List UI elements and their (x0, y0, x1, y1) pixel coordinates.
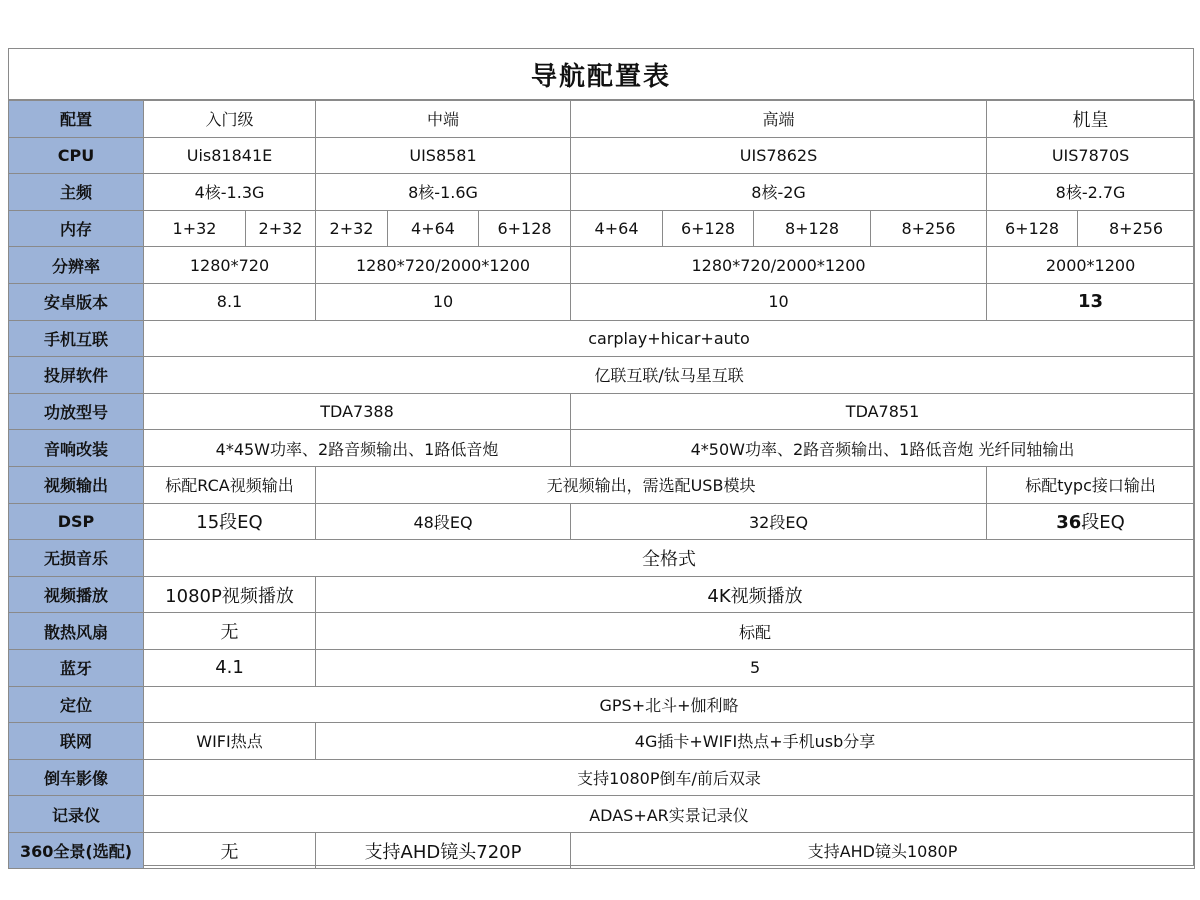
cell-rest: 标配 (316, 613, 1195, 650)
cell-entry: WIFI热点 (144, 723, 316, 760)
cell-memory: 6+128 (987, 210, 1078, 247)
cell-high-flagship: 支持AHD镜头1080P (571, 832, 1195, 869)
row-network (9, 723, 1195, 760)
cell-mid: UIS8581 (316, 137, 571, 174)
row-label: 记录仪 (9, 796, 144, 833)
cell-entry: 入门级 (144, 101, 316, 138)
row-bluetooth (9, 649, 1195, 686)
config-table (8, 100, 1195, 869)
cell-memory: 8+256 (1078, 210, 1195, 247)
row-videoplay (9, 576, 1195, 613)
row-mirror (9, 357, 1195, 394)
cell-flagship (987, 503, 1195, 540)
row-label: 蓝牙 (9, 649, 144, 686)
row-label: 配置 (9, 101, 144, 138)
cell-entry: Uis81841E (144, 137, 316, 174)
row-cpu (9, 137, 1195, 174)
cell-mid: 48段EQ (316, 503, 571, 540)
row-label: 倒车影像 (9, 759, 144, 796)
row-label: 音响改装 (9, 430, 144, 467)
row-label: 360全景(选配) (9, 832, 144, 869)
sheet-title: 导航配置表 (9, 49, 1193, 100)
row-freq (9, 174, 1195, 211)
cell-flagship: 机皇 (987, 101, 1195, 138)
cell-entry: 8.1 (144, 283, 316, 320)
cell-memory: 8+256 (871, 210, 987, 247)
cell-memory: 4+64 (388, 210, 479, 247)
cell-mid: 8核-1.6G (316, 174, 571, 211)
cell-entry-mid: 4*45W功率、2路音频输出、1路低音炮 (144, 430, 571, 467)
cell-flagship: 2000*1200 (987, 247, 1195, 284)
row-label: 投屏软件 (9, 357, 144, 394)
cell-mid: 中端 (316, 101, 571, 138)
cell-high-flagship: 4*50W功率、2路音频输出、1路低音炮 光纤同轴输出 (571, 430, 1195, 467)
row-fan (9, 613, 1195, 650)
cell-high: UIS7862S (571, 137, 987, 174)
row-label: 分辨率 (9, 247, 144, 284)
cell-memory: 1+32 (144, 210, 246, 247)
cell-mid-high: 无视频输出，需选配USB模块 (316, 466, 987, 503)
cell-rest: 4G插卡+WIFI热点+手机usb分享 (316, 723, 1195, 760)
config-sheet (8, 48, 1194, 866)
row-phonelink (9, 320, 1195, 357)
cell-high: 1280*720/2000*1200 (571, 247, 987, 284)
row-dsp (9, 503, 1195, 540)
cell-memory: 6+128 (479, 210, 571, 247)
row-label: 功放型号 (9, 393, 144, 430)
cell-entry-mid: TDA7388 (144, 393, 571, 430)
cell-all: GPS+北斗+伽利略 (144, 686, 1195, 723)
cell-flagship: 13 (987, 283, 1195, 320)
cell-memory: 4+64 (571, 210, 663, 247)
row-label: 定位 (9, 686, 144, 723)
row-label: 联网 (9, 723, 144, 760)
row-label: 手机互联 (9, 320, 144, 357)
cell-all: 全格式 (144, 540, 1195, 577)
cell-rest: 4K视频播放 (316, 576, 1195, 613)
row-label: 无损音乐 (9, 540, 144, 577)
cell-memory: 2+32 (246, 210, 316, 247)
cell-entry: 1280*720 (144, 247, 316, 284)
row-surround (9, 832, 1195, 869)
dsp-flagship-number: 36 (1056, 512, 1082, 534)
cell-mid: 支持AHD镜头720P (316, 832, 571, 869)
cell-mid: 10 (316, 283, 571, 320)
cell-all: carplay+hicar+auto (144, 320, 1195, 357)
cell-mid: 1280*720/2000*1200 (316, 247, 571, 284)
row-label: 内存 (9, 210, 144, 247)
cell-entry: 1080P视频播放 (144, 576, 316, 613)
row-audio (9, 430, 1195, 467)
row-label: DSP (9, 503, 144, 540)
row-label: 视频输出 (9, 466, 144, 503)
row-amp (9, 393, 1195, 430)
row-label: CPU (9, 137, 144, 174)
cell-high: 高端 (571, 101, 987, 138)
cell-memory: 6+128 (663, 210, 754, 247)
row-label: 主频 (9, 174, 144, 211)
cell-all: 亿联互联/钛马星互联 (144, 357, 1195, 394)
cell-flagship: 8核-2.7G (987, 174, 1195, 211)
row-label: 视频播放 (9, 576, 144, 613)
cell-high-flagship: TDA7851 (571, 393, 1195, 430)
cell-memory: 8+128 (754, 210, 871, 247)
cell-entry: 标配RCA视频输出 (144, 466, 316, 503)
row-reverse (9, 759, 1195, 796)
cell-high: 10 (571, 283, 987, 320)
dsp-flagship-suffix: 段EQ (1081, 512, 1125, 534)
cell-entry: 4核-1.3G (144, 174, 316, 211)
row-label: 安卓版本 (9, 283, 144, 320)
row-memory (9, 210, 1195, 247)
cell-high: 32段EQ (571, 503, 987, 540)
cell-high: 8核-2G (571, 174, 987, 211)
row-videoout (9, 466, 1195, 503)
cell-entry: 4.1 (144, 649, 316, 686)
cell-flagship: 标配typc接口输出 (987, 466, 1195, 503)
cell-rest: 5 (316, 649, 1195, 686)
cell-all: 支持1080P倒车/前后双录 (144, 759, 1195, 796)
row-android (9, 283, 1195, 320)
cell-flagship: UIS7870S (987, 137, 1195, 174)
row-recorder (9, 796, 1195, 833)
row-label: 散热风扇 (9, 613, 144, 650)
row-config (9, 101, 1195, 138)
cell-memory: 2+32 (316, 210, 388, 247)
cell-entry: 15段EQ (144, 503, 316, 540)
cell-entry: 无 (144, 613, 316, 650)
cell-all: ADAS+AR实景记录仪 (144, 796, 1195, 833)
row-lossless (9, 540, 1195, 577)
row-location (9, 686, 1195, 723)
row-resolution (9, 247, 1195, 284)
cell-entry: 无 (144, 832, 316, 869)
